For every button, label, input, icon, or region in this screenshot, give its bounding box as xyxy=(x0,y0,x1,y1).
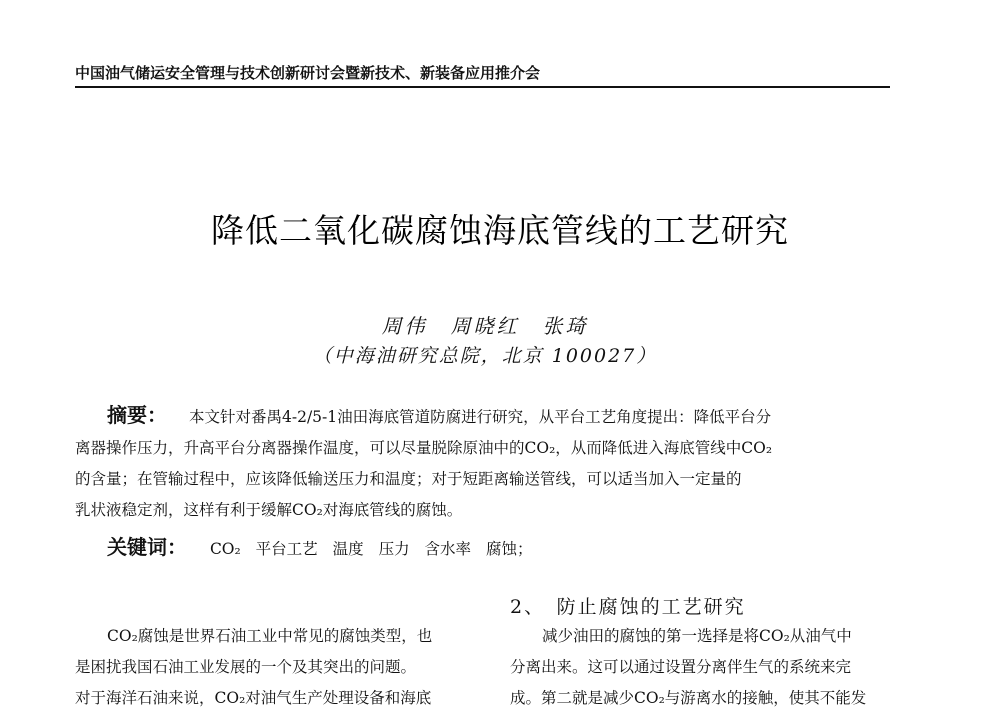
keyword: 含水率 xyxy=(424,540,472,558)
abstract-label: 摘要： xyxy=(107,403,167,427)
keyword: CO₂ xyxy=(209,540,241,558)
keyword: 腐蚀； xyxy=(485,540,533,558)
affiliation: （中海油研究总院，北京 100027） xyxy=(312,345,658,367)
abstract-line: 离器操作压力，升高平台分离器操作温度，可以尽量脱除原油中的CO₂，从而降低进入海底管线中CO₂ xyxy=(75,439,773,457)
right-column xyxy=(510,593,890,714)
section-heading: 2、 防止腐蚀的工艺研究 xyxy=(510,596,746,618)
abstract-text: 本文针对番禺4-2/5-1油田海底管道防腐进行研究，从平台工艺角度提出：降低平台分 xyxy=(189,408,772,426)
running-header: 中国油气储运安全管理与技术创新研讨会暨新技术、新装备应用推介会 xyxy=(75,64,541,82)
keywords xyxy=(107,533,887,563)
keyword: 温度 xyxy=(332,540,364,558)
abstract-line: 乳状液稳定剂，这样有利于缓解CO₂对海底管线的腐蚀。 xyxy=(75,501,463,519)
body-line: CO₂腐蚀是世界石油工业中常见的腐蚀类型，也 xyxy=(107,627,433,645)
abstract-line xyxy=(75,400,890,433)
keywords-label: 关键词： xyxy=(107,535,187,559)
body-line: 分离出来。这可以通过设置分离伴生气的系统来完 xyxy=(510,658,852,676)
abstract xyxy=(75,400,890,526)
paper-title: 降低二氧化碳腐蚀海底管线的工艺研究 xyxy=(211,211,789,250)
header-rule xyxy=(75,86,890,88)
body-line: 减少油田的腐蚀的第一选择是将CO₂从油气中 xyxy=(542,627,852,645)
abstract-line: 的含量；在管输过程中，应该降低输送压力和温度；对于短距离输送管线，可以适当加入一定量的 xyxy=(75,470,742,488)
left-column xyxy=(75,621,475,714)
authors: 周伟 周晓红 张琦 xyxy=(381,314,589,338)
body-line: 是困扰我国石油工业发展的一个及其突出的问题。 xyxy=(75,658,417,676)
body-line: 对于海洋石油来说，CO₂对油气生产处理设备和海底 xyxy=(75,689,432,707)
body-line: 成。第二就是减少CO₂与游离水的接触，使其不能发 xyxy=(510,689,867,707)
keyword: 压力 xyxy=(378,540,410,558)
keyword: 平台工艺 xyxy=(255,540,318,558)
